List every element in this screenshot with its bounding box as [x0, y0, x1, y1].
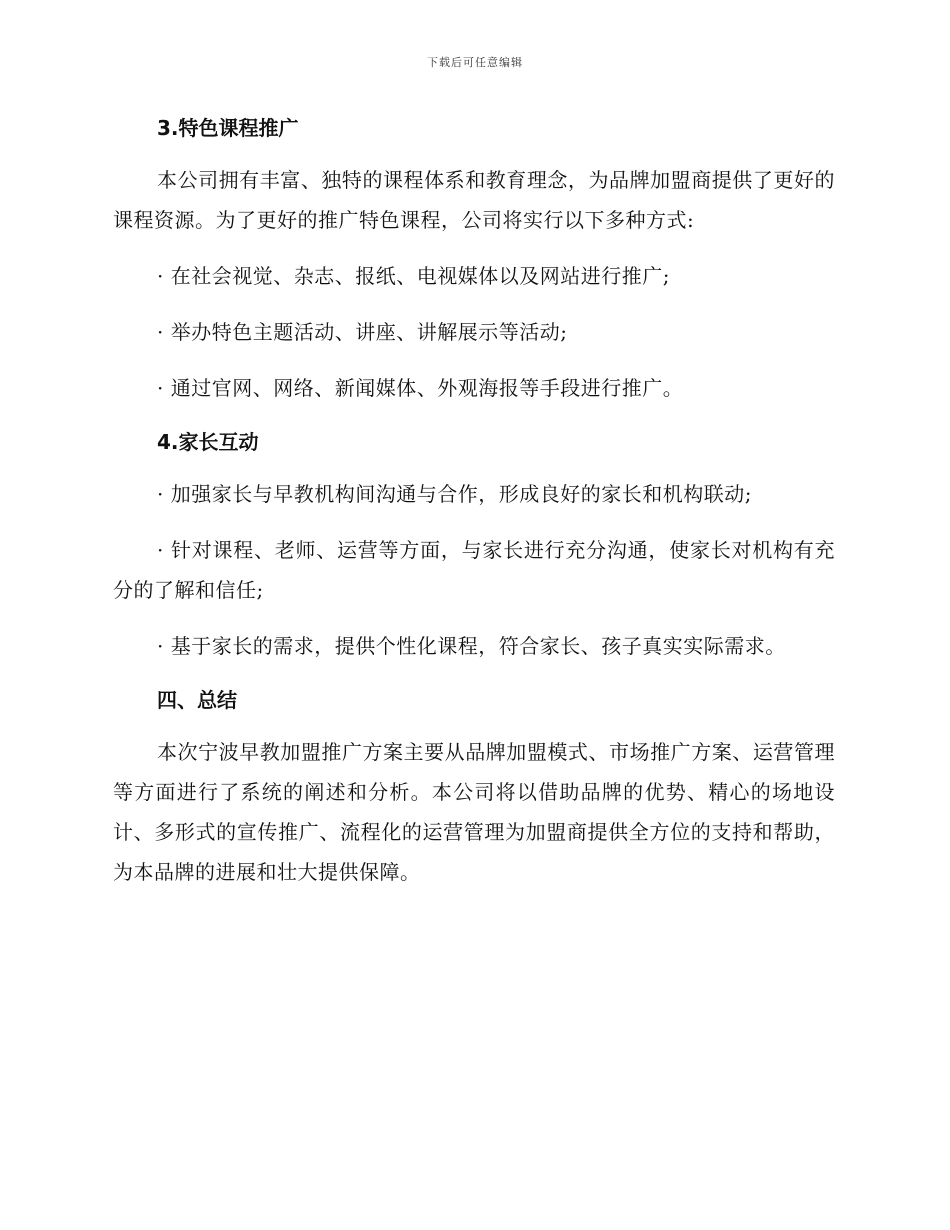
document-body	[113, 110, 835, 892]
list-item: · 通过官网、网络、新闻媒体、外观海报等手段进行推广。	[157, 376, 684, 400]
section-heading-featured-courses: 3.特色课程推广	[157, 116, 299, 140]
section-heading-parent-interaction: 4.家长互动	[157, 430, 259, 454]
section-heading-summary: 四、总结	[157, 688, 237, 712]
list-item: · 加强家长与早教机构间沟通与合作，形成良好的家长和机构联动;	[157, 482, 752, 506]
list-item: · 举办特色主题活动、讲座、讲解展示等活动;	[157, 320, 568, 344]
header-note: 下载后可任意编辑	[427, 56, 523, 69]
summary-paragraph: 本次宁波早教加盟推广方案主要从品牌加盟模式、市场推广方案、运营管理等方面进行了系统的阐述和分析。本公司将以借助品牌的优势、精心的场地设计、多形式的宣传推广、流程化的运营管理为加盟商提供全方位的支持和帮助，为本品牌的进展和壮大提供保障。	[113, 740, 835, 884]
list-item: · 基于家长的需求，提供个性化课程，符合家长、孩子真实实际需求。	[157, 634, 786, 658]
list-item: · 针对课程、老师、运营等方面，与家长进行充分沟通，使家长对机构有充分的了解和信任;	[113, 538, 835, 602]
list-item: · 在社会视觉、杂志、报纸、电视媒体以及网站进行推广;	[157, 264, 670, 288]
section-intro-paragraph: 本公司拥有丰富、独特的课程体系和教育理念，为品牌加盟商提供了更好的课程资源。为了更好的推广特色课程，公司将实行以下多种方式:	[113, 168, 835, 232]
